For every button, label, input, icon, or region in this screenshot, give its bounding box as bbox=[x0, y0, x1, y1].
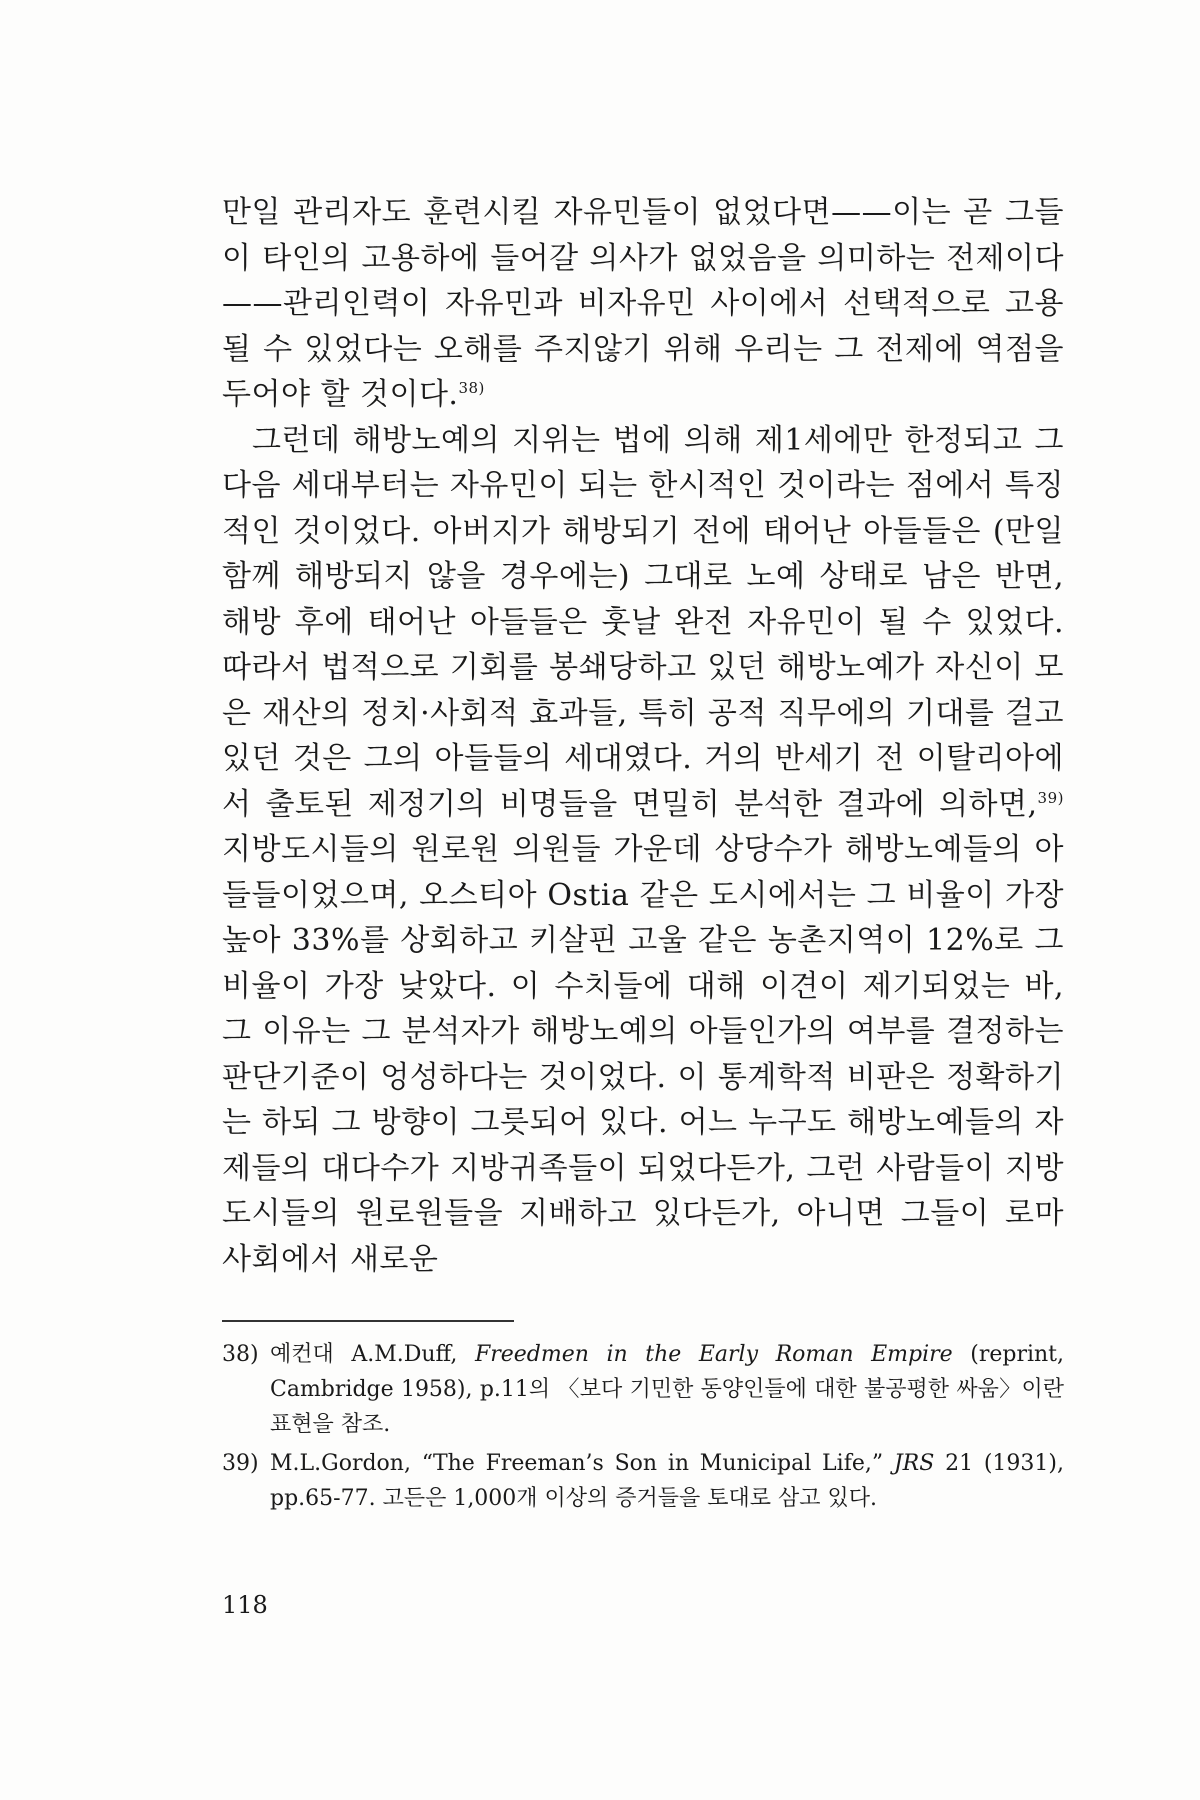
paragraph-2-text-a: 그런데 해방노예의 지위는 법에 의해 제1세에만 한정되고 그 다음 세대부터는 자유민이 되는 한시적인 것이라는 점에서 특징적인 것이었다. 아버지가 해방되기 전에 태어난 아들들은 (만일 함께 해방되지 않을 경우에는) 그대로 노예 상태로 남은 반면, 해방 후에 태어난 아들들은 훗날 완전 자유민이 될 수 있었다. 따라서 법적으로 기회를 봉쇄당하고 있던 해방노예가 자신이 모은 재산의 정치·사회적 효과들, 특히 공적 직무에의 기대를 걸고 있던 것은 그의 아들들의 세대였다. 거의 반세기 전 이탈리아에서 출토된 제정기의 비명들을 면밀히 분석한 결과에 의하면, bbox=[222, 422, 1064, 822]
paragraph-1 bbox=[222, 190, 1064, 418]
footnote-number: 38) bbox=[222, 1342, 259, 1367]
paragraph-2-text-b: 지방도시들의 원로원 의원들 가운데 상당수가 해방노예들의 아들들이었으며, 오스티아 Ostia 같은 도시에서는 그 비율이 가장 높아 33%를 상회하고 키살핀 고울 같은 농촌지역이 12%로 그 비율이 가장 낮았다. 이 수치들에 대해 이견이 제기되었는 바, 그 이유는 그 분석자가 해방노예의 아들인가의 여부를 결정하는 판단기준이 엉성하다는 것이었다. 이 통계학적 비판은 정확하기는 하되 그 방향이 그릇되어 있다. 어느 누구도 해방노예들의 자제들의 대다수가 지방귀족들이 되었다든가, 그런 사람들이 지방도시들의 원로원들을 지배하고 있다든가, 아니면 그들이 로마 사회에서 새로운 bbox=[222, 832, 1064, 1277]
paragraph-1-text: 만일 관리자도 훈련시킬 자유민들이 없었다면——이는 곧 그들이 타인의 고용하에 들어갈 의사가 없었음을 의미하는 전제이다——관리인력이 자유민과 비자유민 사이에서 선택적으로 고용될 수 있었다는 오해를 주지않기 위해 우리는 그 전제에 역점을 두어야 할 것이다. bbox=[222, 195, 1064, 412]
footnote-39 bbox=[222, 1446, 1064, 1516]
page-number: 118 bbox=[222, 1591, 268, 1619]
footnote-book-title: Freedmen in the Early Roman Empire bbox=[474, 1342, 953, 1367]
footnote-text: M.L.Gordon, “The Freeman’s Son in Municipal Life,” bbox=[270, 1451, 894, 1476]
footnote-text: 예컨대 A.M.Duff, bbox=[270, 1342, 475, 1367]
footnote-journal-title: JRS bbox=[893, 1451, 935, 1476]
footnotes bbox=[222, 1337, 1064, 1520]
main-text bbox=[222, 190, 1064, 1282]
footnote-text-rest: (reprint, Cambridge 1958), p.11의 〈보다 기민한 동양인들에 대한 불공평한 싸움〉이란 표현을 참조. bbox=[270, 1342, 1064, 1437]
footnote-text-rest: 21 (1931), pp.65-77. 고든은 1,000개 이상의 증거들을 토대로 삼고 있다. bbox=[270, 1451, 1064, 1511]
footnote-divider bbox=[222, 1320, 514, 1322]
footnote-reference-38[interactable]: 38) bbox=[458, 379, 485, 397]
paragraph-2 bbox=[222, 418, 1064, 1283]
footnote-reference-39[interactable]: 39) bbox=[1037, 788, 1064, 807]
footnote-38 bbox=[222, 1337, 1064, 1442]
footnote-number: 39) bbox=[222, 1451, 259, 1476]
